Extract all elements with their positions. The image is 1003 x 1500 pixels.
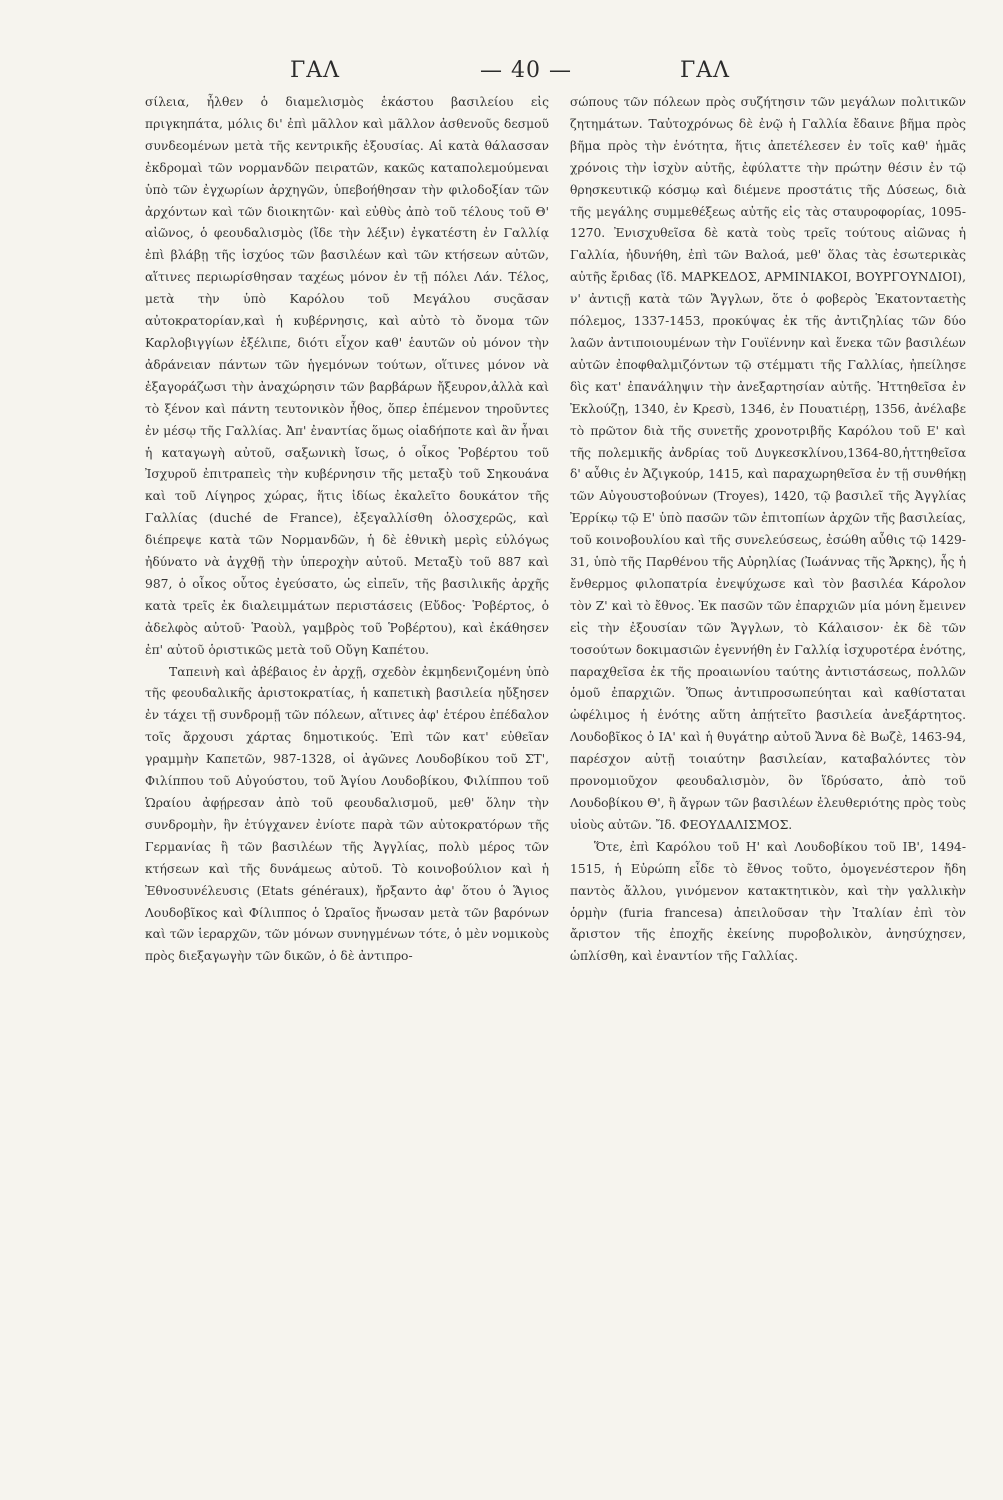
left-paragraph-1: σίλεια, ἦλθεν ὁ διαμελισμὸς ἑκάστου βασιλείου εἰς πριγκηπάτα, μόλις δι' ἐπὶ μᾶλλον καὶ μᾶλλον ἀσθενοῦς δεσμοῦ συνδεομένων μετὰ τῆς κεντρικῆς ἐξουσίας. Αἱ κατὰ θάλασσαν ἐκδρομαὶ τῶν νορμανδῶν πειρατῶν, κακῶς καταπολεμούμεναι ὑπὸ τῶν ἐγχωρίων ἀρχηγῶν, ὑπεβοήθησαν τὴν φιλοδοξίαν τῶν ἀρχόντων καὶ τῶν διοικητῶν· καὶ εὐθὺς ἀπὸ τοῦ τέλους τοῦ Θ' αἰῶνος, ὁ φεουδαλισμὸς (ἴδε τὴν λέξιν) ἐγκατέστη ἐν Γαλλίᾳ ἐπὶ βλάβῃ τῆς ἰσχύος τῶν βασιλέων καὶ τῶν κτήσεων αὐτῶν, αἵτινες περιωρίσθησαν ταχέως μόνον ἐν τῇ πόλει Λάν. Τέλος, μετὰ τὴν ὑπὸ Καρόλου τοῦ Μεγάλου συςᾶσαν αὐτοκρατορίαν,καὶ ἡ κυβέρνησις, καὶ αὐτὸ τὸ ὄνομα τῶν Καρλοβιγγίων ἐξέλιπε, διότι εἶχον καθ' ἑαυτῶν οὐ μόνον τὴν ἀδράνειαν πάντων τῶν ἡγεμόνων τούτων, οἵτινες μόνον νὰ ἐξαγοράζωσι τὴν ἀναχώρησιν τῶν βαρβάρων ἤξευρον,ἀλλὰ καὶ τὸ ξένον καὶ πάντη τευτονικὸν ἦθος, ὅπερ ἐπέμενον τηροῦντες ἐν μέσῳ τῆς Γαλλίας. Ἀπ' ἐναντίας ὅμως οἱαδήποτε καὶ ἂν ἦναι ἡ καταγωγὴ αὐτοῦ, σαξωνικὴ ἴσως, ὁ οἶκος Ῥοβέρτου τοῦ Ἰσχυροῦ ἐπιτραπεὶς τὴν κυβέρνησιν τῆς μεταξὺ τοῦ Σηκουάνα καὶ τοῦ Λίγηρος χώρας, ἥτις ἰδίως ἐκαλεῖτο δουκάτον τῆς Γαλλίας (duché de France), ἐξεγαλλίσθη ὁλοσχερῶς, καὶ διέπρεψε κατὰ τῶν Νορμανδῶν, ἡ δὲ ἐθνικὴ μερὶς εὐλόγως ἠδύνατο νὰ ἀγχθῇ τὴν ὑπεροχὴν αὐτοῦ. Μεταξὺ τοῦ 887 καὶ 987, ὁ οἶκος οὗτος ἐγεύσατο, ὡς εἰπεῖν, τῆς βασιλικῆς ἀρχῆς κατὰ τρεῖς ἐκ διαλειμμάτων περιστάσεις (Εὔδος· Ῥοβέρτος, ὁ ἀδελφὸς αὐτοῦ· Ῥαοὺλ, γαμβρὸς τοῦ Ῥοβέρτου), καὶ ἐκάθησεν ἐπ' αὐτοῦ ὁριστικῶς μετὰ τοῦ Οὔγη Καπέτου.: [145, 95, 549, 657]
running-header: [150, 52, 870, 92]
header-right-keyword: ΓΑΛ: [680, 58, 731, 83]
right-paragraph-1: σώπους τῶν πόλεων πρὸς συζήτησιν τῶν μεγάλων πολιτικῶν ζητημάτων. Ταὐτοχρόνως δὲ ἐνῷ ἡ Γαλλία ἔδαινε βῆμα πρὸς βῆμα πρὸς τὴν ἑνότητα, ἥτις ἀπετέλεσεν ἐν τοῖς καθ' ἡμᾶς χρόνοις τὴν ἰσχὺν αὐτῆς, ἐφύλαττε τὴν πρώτην θέσιν ἐν τῷ θρησκευτικῷ κόσμῳ καὶ διέμενε προστάτις τῆς Δύσεως, διὰ τῆς μεγάλης συμμεθέξεως αὐτῆς εἰς τὰς σταυροφορίας, 1095-1270. Ἐνισχυθεῖσα δὲ κατὰ τοὺς τρεῖς τούτους αἰῶνας ἡ Γαλλία, ἠδυνήθη, ἐπὶ τῶν Βαλοά, μεθ' ὅλας τὰς ἐσωτερικὰς αὐτῆς ἔριδας (ἴδ. ΜΑΡΚΕΔΟΣ, ΑΡΜΙΝΙΑΚΟΙ, ΒΟΥΡΓΟΥΝΔΙΟΙ), ν' ἀντιςῇ κατὰ τῶν Ἄγγλων, ὅτε ὁ φοβερὸς Ἑκατονταετὴς πόλεμος, 1337-1453, προκύψας ἐκ τῆς ἀντιζηλίας τῶν δύο λαῶν ἀντιποιουμένων τὴν Γουϊέννην καὶ ἕνεκα τῶν βασιλέων αὐτῶν ἐποφθαλμιζόντων τῷ στέμματι τῆς Γαλλίας, ἠπείλησε δὶς κατ' ἐπανάληψιν τὴν ἀνεξαρτησίαν αὐτῆς. Ἡττηθεῖσα ἐν Ἐκλούζῃ, 1340, ἐν Κρεσὺ, 1346, ἐν Πουατιέρῃ, 1356, ἀνέλαβε τὸ πρῶτον διὰ τῆς συνετῆς χρονοτριβῆς Καρόλου τοῦ Ε' καὶ τῆς πολεμικῆς ἀνδρίας τοῦ Δυγκεσκλίνου,1364-80,ἡττηθεῖσα δ' αὖθις ἐν Ἀζιγκούρ, 1415, καὶ παραχωρηθεῖσα ἐν τῇ συνθήκῃ τῶν Αὐγουστοβούνων (Troyes), 1420, τῷ βασιλεῖ τῆς Ἀγγλίας Ἐρρίκῳ τῷ Ε' ὑπὸ πασῶν τῶν ἐπιτοπίων ἀρχῶν τῆς βασιλείας, τοῦ κοινοβουλίου καὶ τῆς συνελεύσεως, ἐσώθη αὖθις τῷ 1429-31, ὑπὸ τῆς Παρθένου τῆς Αὐρηλίας (Ἰωάννας τῆς Ἄρκης), ἧς ἡ ἔνθερμος φιλοπατρία ἐνεψύχωσε καὶ τὸν βασιλέα Κάρολον τὸν Ζ' καὶ τὸ ἔθνος. Ἐκ πασῶν τῶν ἐπαρχιῶν μία μόνη ἔμεινεν εἰς τὴν ἐξουσίαν τῶν Ἄγγλων, τὸ Κάλαισον· ἐκ δὲ τῶν τοσούτων δοκιμασιῶν ἐγεννήθη ἐν Γαλλίᾳ ἰσχυροτέρα ἑνότης, παραχθεῖσα ἐκ τῆς προαιωνίου ταύτης ἀντιστάσεως, πολλῶν ὁμοῦ ἐπαρχιῶν. Ὅπως ἀντιπροσωπεύηται καὶ καθίσταται ὠφέλιμος ἡ ἑνότης αὕτη ἀπῄτεῖτο βασιλεία ἀνεξάρτητος. Λουδοβῖκος ὁ ΙΑ' καὶ ἡ θυγάτηρ αὐτοῦ Ἄννα δὲ Βωζὲ, 1463-94, παρέσχον αὐτῇ τοιαύτην βασιλείαν, καταβαλόντες τὸν προνομιοῦχον φεουδαλισμὸν, ὃν ἵδρύσατο, ἀπὸ τοῦ Λουδοβίκου Θ', ἢ ἄγρων τῶν βασιλέων ἐλευθεριότης πρὸς τοὺς υἱοὺς αὐτῶν. Ἴδ. ΦΕΟΥΔΑΛΙΣΜΟΣ.: [570, 95, 966, 832]
header-left-keyword: ΓΑΛ: [290, 58, 341, 83]
left-text-column: [145, 92, 549, 968]
page-number: — 40 —: [480, 58, 572, 83]
left-paragraph-2: Ταπεινὴ καὶ ἀβέβαιος ἐν ἀρχῇ, σχεδὸν ἐκμηδενιζομένη ὑπὸ τῆς φεουδαλικῆς ἀριστοκρατίας, ἡ καπετικὴ βασιλεία ηὔξησεν ἐν τάχει τῇ συνδρομῇ τῶν πόλεων, αἵτινες ἀφ' ἑτέρου ἐπέδαλον τοῖς ἄρχουσι χάρτας δημοτικούς. Ἐπὶ τῶν κατ' εὐθεῖαν γραμμὴν Καπετῶν, 987-1328, οἱ ἀγῶνες Λουδοβίκου τοῦ ΣΤ', Φιλίππου τοῦ Αὐγούστου, τοῦ Ἁγίου Λουδοβίκου, Φιλίππου τοῦ Ὡραίου ἀφῄρεσαν ἀπὸ τοῦ φεουδαλισμοῦ, μεθ' ὅλην τὴν συνδρομὴν, ἣν ἐτύγχανεν ἐνίοτε παρὰ τῶν αὐτοκρατόρων τῆς Γερμανίας ἢ τῶν βασιλέων τῆς Ἀγγλίας, πολὺ μέρος τῶν κτήσεων καὶ τῆς δυνάμεως αὐτοῦ. Τὸ κοινοβούλιον καὶ ἡ Ἐθνοσυνέλευσις (Etats généraux), ἤρξαντο ἀφ' ὅτου ὁ Ἅγιος Λουδοβῖκος καὶ Φίλιππος ὁ Ὡραῖος ἤνωσαν μετὰ τῶν βαρόνων καὶ τῶν ἱεραρχῶν, τῶν μόνων συνηγμένων τότε, ὁ μὲν νομικοὺς πρὸς διεξαγωγὴν τῶν δικῶν, ὁ δὲ ἀντιπρο-: [145, 664, 549, 964]
right-text-column: [570, 92, 966, 968]
right-paragraph-2: Ὅτε, ἐπὶ Καρόλου τοῦ Η' καὶ Λουδοβίκου τοῦ ΙΒ', 1494-1515, ἡ Εὐρώπη εἶδε τὸ ἔθνος τοῦτο, ὁμογενέστερον ἤδη παντὸς ἄλλου, γινόμενον κατακτητικὸν, καὶ τὴν γαλλικὴν ὁρμὴν (furia francesa) ἀπειλοῦσαν τὴν Ἰταλίαν ἐπὶ τὸν ἄριστον τῆς ἐποχῆς ἐκείνης πυροβολικὸν, ἀνησύχησεν, ὡπλίσθη, καὶ ἐναντίον τῆς Γαλλίας.: [570, 839, 966, 964]
